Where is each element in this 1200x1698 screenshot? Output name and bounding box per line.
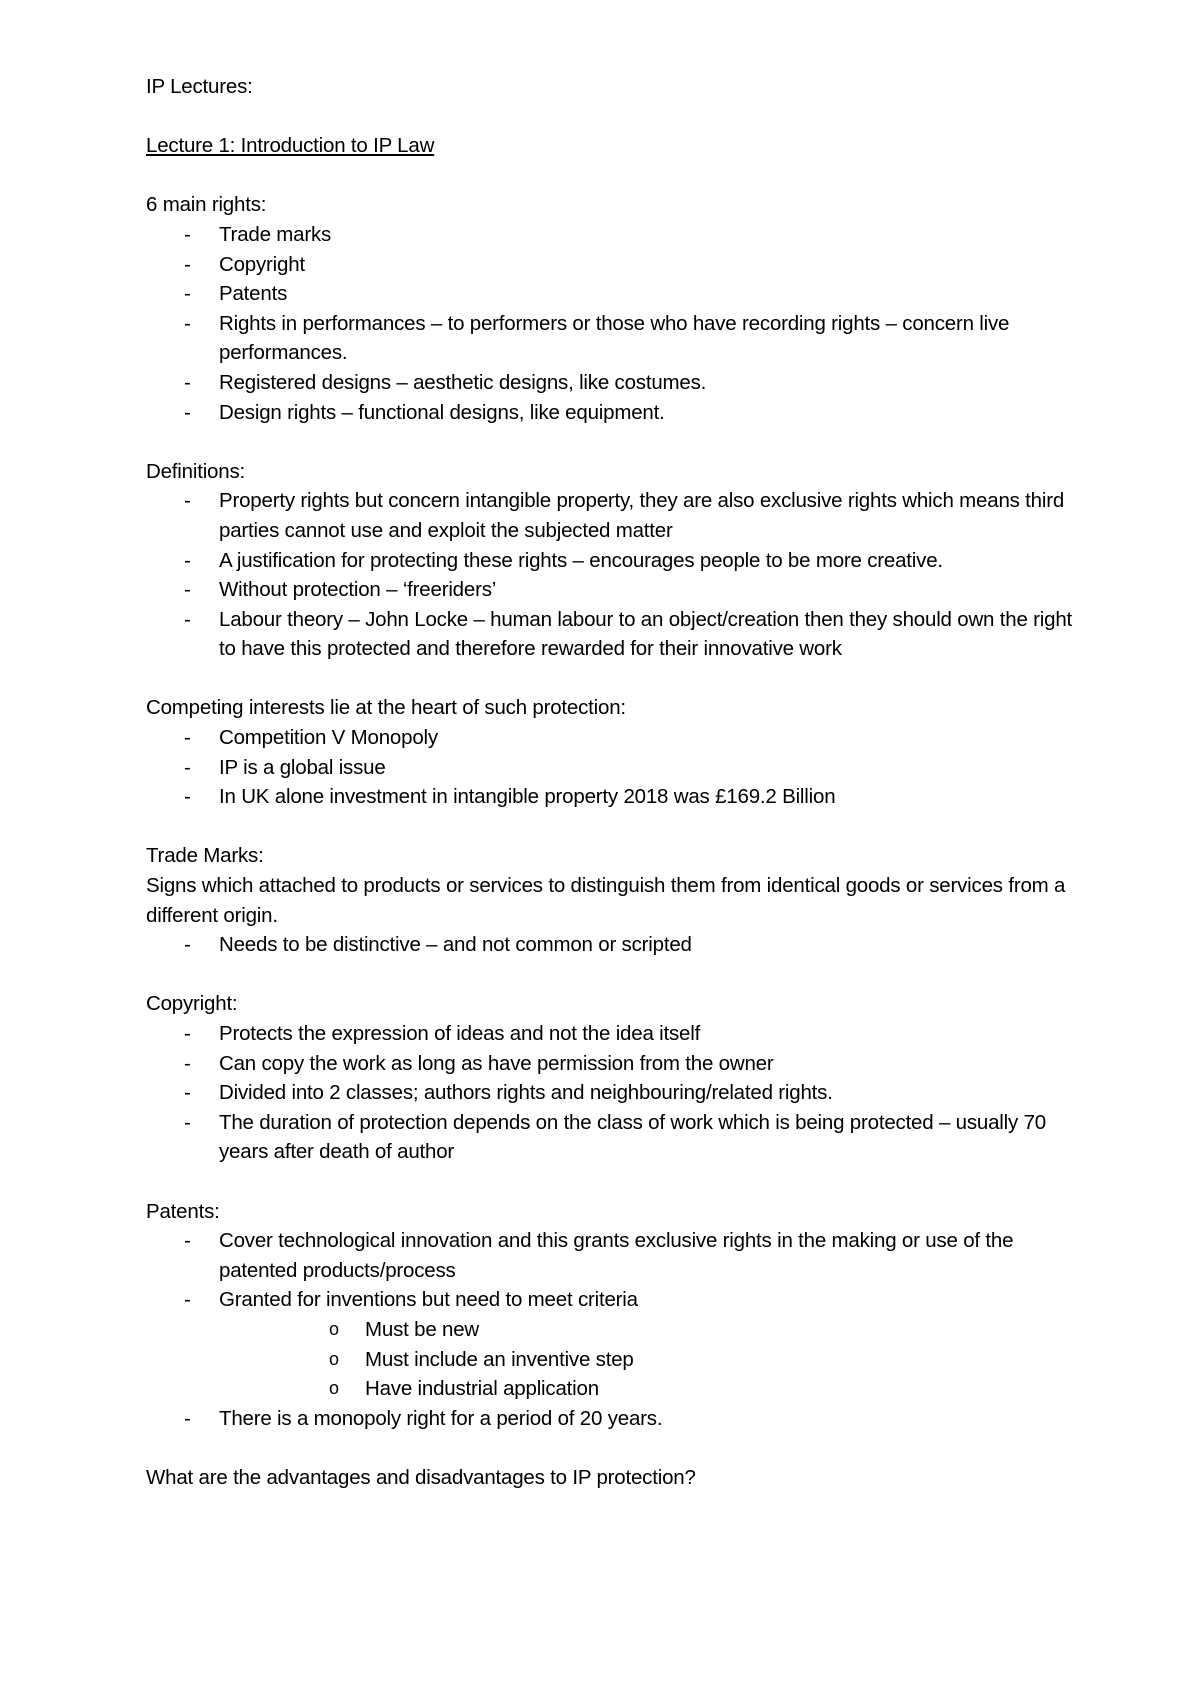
document-body (146, 72, 1076, 1493)
closing-question: What are the advantages and disadvantages to IP protection? (146, 1465, 696, 1489)
list-item: o Must be new (219, 1315, 1076, 1345)
list-item: - Trade marks (146, 220, 1076, 250)
list-item: - A justification for protecting these rights – encourages people to be more creative. (146, 546, 1076, 576)
list-item: - Cover technological innovation and this grants exclusive rights in the making or use of the patented products/process (146, 1226, 1076, 1285)
copyright-list (146, 1019, 1076, 1167)
list-item: o Have industrial application (219, 1374, 1076, 1404)
patent-criteria-list (219, 1315, 1076, 1404)
list-item: - Divided into 2 classes; authors rights and neighbouring/related rights. (146, 1078, 1076, 1108)
list-item: - Granted for inventions but need to meet criteria o Must be new o Must include an inventive step o Have industrial application (146, 1285, 1076, 1403)
list-item: - Design rights – functional designs, like equipment. (146, 398, 1076, 428)
definitions-list (146, 486, 1076, 664)
dash-bullet: - (184, 1051, 191, 1075)
dash-bullet: - (184, 370, 191, 394)
main-rights-heading: 6 main rights: (146, 193, 267, 217)
list-item: - Labour theory – John Locke – human labour to an object/creation then they should own the right to have this protected and therefore rewarded for their innovative work (146, 605, 1076, 664)
dash-bullet: - (184, 400, 191, 424)
dash-bullet: - (184, 252, 191, 276)
list-item: - Needs to be distinctive – and not common or scripted (146, 930, 1076, 960)
trade-marks-text: Signs which attached to products or services to distinguish them from identical goods or services from a different origin. (146, 874, 1066, 927)
dash-bullet: - (184, 755, 191, 779)
list-item: o Must include an inventive step (219, 1345, 1076, 1375)
list-item: - Without protection – ‘freeriders’ (146, 575, 1076, 605)
dash-bullet: - (184, 607, 191, 631)
dash-bullet: - (184, 548, 191, 572)
dash-bullet: - (184, 282, 191, 306)
trade-marks-heading: Trade Marks: (146, 844, 264, 868)
dash-bullet: - (184, 222, 191, 246)
circle-bullet: o (329, 1318, 339, 1339)
list-item: - Property rights but concern intangible property, they are also exclusive rights which means third parties cannot use and exploit the subjected matter (146, 486, 1076, 545)
dash-bullet: - (184, 1288, 191, 1312)
list-item: - Protects the expression of ideas and not the idea itself (146, 1019, 1076, 1049)
list-item: - Patents (146, 279, 1076, 309)
list-item: - Can copy the work as long as have permission from the owner (146, 1049, 1076, 1079)
lecture-heading: Lecture 1: Introduction to IP Law (146, 134, 435, 158)
trade-marks-list (146, 930, 1076, 960)
competing-list (146, 723, 1076, 812)
list-item: - Registered designs – aesthetic designs, like costumes. (146, 368, 1076, 398)
copyright-heading: Copyright: (146, 992, 238, 1016)
dash-bullet: - (184, 1110, 191, 1134)
list-item: - Competition V Monopoly (146, 723, 1076, 753)
list-item: - IP is a global issue (146, 753, 1076, 783)
circle-bullet: o (329, 1348, 339, 1369)
definitions-heading: Definitions: (146, 459, 246, 483)
list-item: - The duration of protection depends on the class of work which is being protected – usually 70 years after death of author (146, 1108, 1076, 1167)
patents-heading: Patents: (146, 1199, 220, 1223)
dash-bullet: - (184, 1406, 191, 1430)
document-title: IP Lectures: (146, 75, 253, 98)
dash-bullet: - (184, 578, 191, 602)
list-item: - Rights in performances – to performers or those who have recording rights – concern live performances. (146, 309, 1076, 368)
dash-bullet: - (184, 1229, 191, 1253)
main-rights-list (146, 220, 1076, 427)
competing-heading: Competing interests lie at the heart of such protection: (146, 696, 626, 720)
dash-bullet: - (184, 1022, 191, 1045)
dash-bullet: - (184, 785, 191, 809)
dash-bullet: - (184, 311, 191, 335)
dash-bullet: - (184, 726, 191, 750)
list-item: - Copyright (146, 250, 1076, 280)
patents-list (146, 1226, 1076, 1433)
circle-bullet: o (329, 1378, 339, 1399)
dash-bullet: - (184, 1081, 191, 1105)
list-item: - There is a monopoly right for a period of 20 years. (146, 1404, 1076, 1434)
dash-bullet: - (184, 933, 191, 957)
list-item: - In UK alone investment in intangible property 2018 was £169.2 Billion (146, 782, 1076, 812)
dash-bullet: - (184, 489, 191, 513)
